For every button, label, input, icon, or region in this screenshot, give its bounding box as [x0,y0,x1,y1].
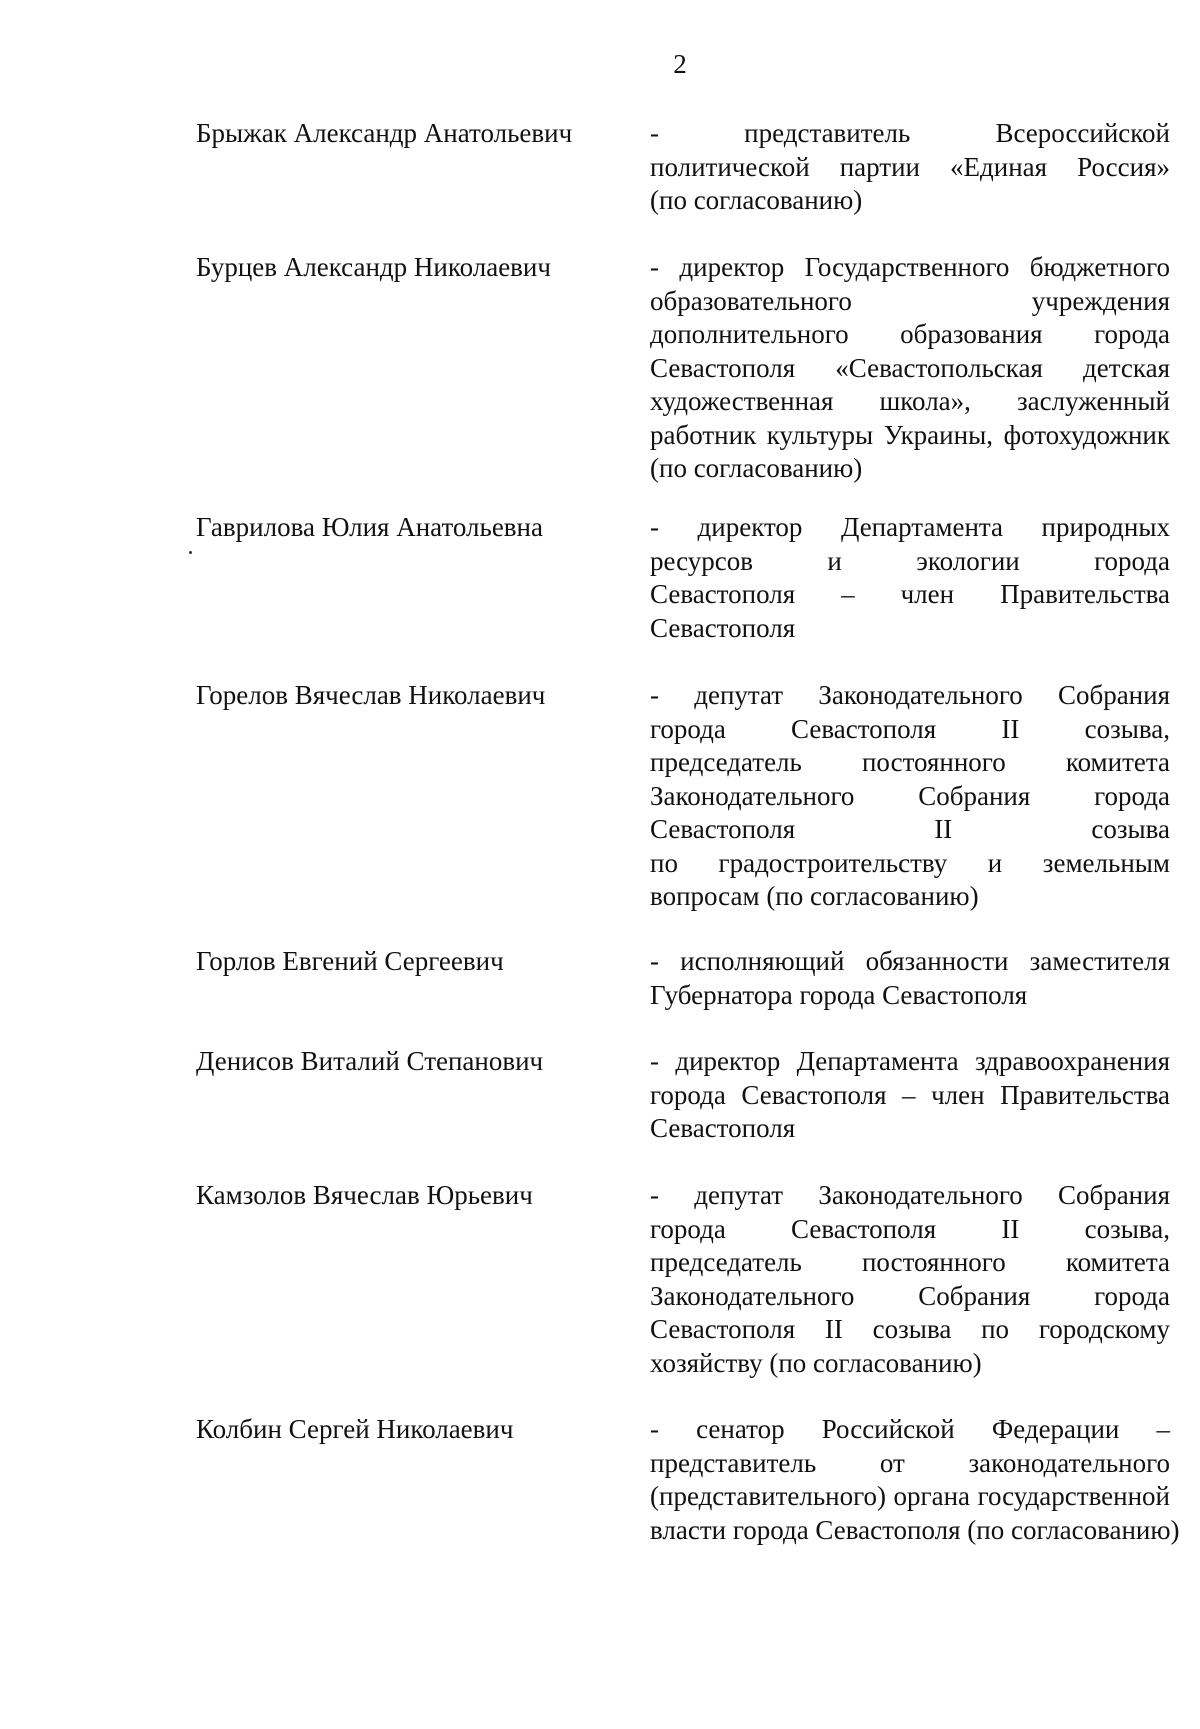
member-name: Бурцев Александр Николаевич [196,252,551,282]
role-line: хозяйству (по согласованию) [650,1347,982,1378]
member-role [650,511,1170,645]
role-line: Севастополя [650,1113,796,1143]
role-line: - директор Департамента природных [650,512,1170,542]
role-line: представитель от законодательного [650,1447,1170,1478]
role-line: - представитель Всероссийской [650,118,1170,148]
role-line: Севастополя II созыва по городскому [650,1314,1170,1344]
member-name: Гаврилова Юлия Анатольевна [196,512,543,542]
role-line: - директор Департамента здравоохранения [650,1046,1170,1076]
member-name: Камзолов Вячеслав Юрьевич [196,1180,533,1210]
role-line: по градостроительству и земельным [650,847,1170,878]
role-line: - депутат Законодательного Собрания [650,680,1170,710]
role-line: (по согласованию) [650,185,863,215]
member-name: Горелов Вячеслав Николаевич [196,680,546,710]
role-line: Губернатора города Севастополя [650,979,1028,1010]
role-line: Законодательного Собрания города [650,780,1170,811]
member-name: Денисов Виталий Степанович [196,1046,544,1076]
role-line: Законодательного Собрания города [650,1280,1170,1311]
member-name: Горлов Евгений Сергеевич [196,946,504,976]
role-line: Севастополя [650,612,796,643]
role-line: - исполняющий обязанности заместителя [650,946,1170,976]
role-line: города Севастополя – член Правительства [650,1079,1170,1110]
role-line: (по согласованию) [650,453,863,483]
role-line: города Севастополя II созыва, [650,713,1170,744]
role-line: дополнительного образования города [650,319,1170,349]
member-role [650,1179,1170,1380]
member-role [650,251,1170,486]
role-line: художественная школа», заслуженный [650,386,1170,416]
member-role [650,945,1170,1012]
role-line: председатель постоянного комитета [650,747,1170,777]
role-line: города Севастополя II созыва, [650,1213,1170,1244]
role-line: - директор Государственного бюджетного [650,252,1170,282]
role-line: - депутат Законодательного Собрания [650,1180,1170,1210]
role-line: вопросам (по согласованию) [650,881,979,911]
role-line: власти города Севастополя (по согласованию) [650,1514,1180,1545]
role-line: Севастополя II созыва [650,814,1170,844]
role-line: - сенатор Российской Федерации – [650,1414,1170,1444]
role-line: работник культуры Украины, фотохудожник [650,419,1170,450]
role-line: Севастополя – член Правительства [650,579,1170,609]
role-line: председатель постоянного комитета [650,1247,1170,1277]
member-role [650,1045,1170,1146]
role-line: политической партии «Единая Россия» [650,151,1170,182]
role-line: образовательного учреждения [650,285,1170,316]
member-role [650,117,1170,218]
role-line: Севастополя «Севастопольская детская [650,352,1170,383]
page-number: 2 [673,49,687,79]
member-role [650,1413,1180,1547]
member-role [650,679,1170,914]
role-line: (представительного) органа государственной [650,1481,1170,1511]
role-line: ресурсов и экологии города [650,545,1170,576]
member-name: Колбин Сергей Николаевич [196,1414,514,1444]
member-name: Брыжак Александр Анатольевич [196,118,573,148]
stray-mark [189,551,192,554]
